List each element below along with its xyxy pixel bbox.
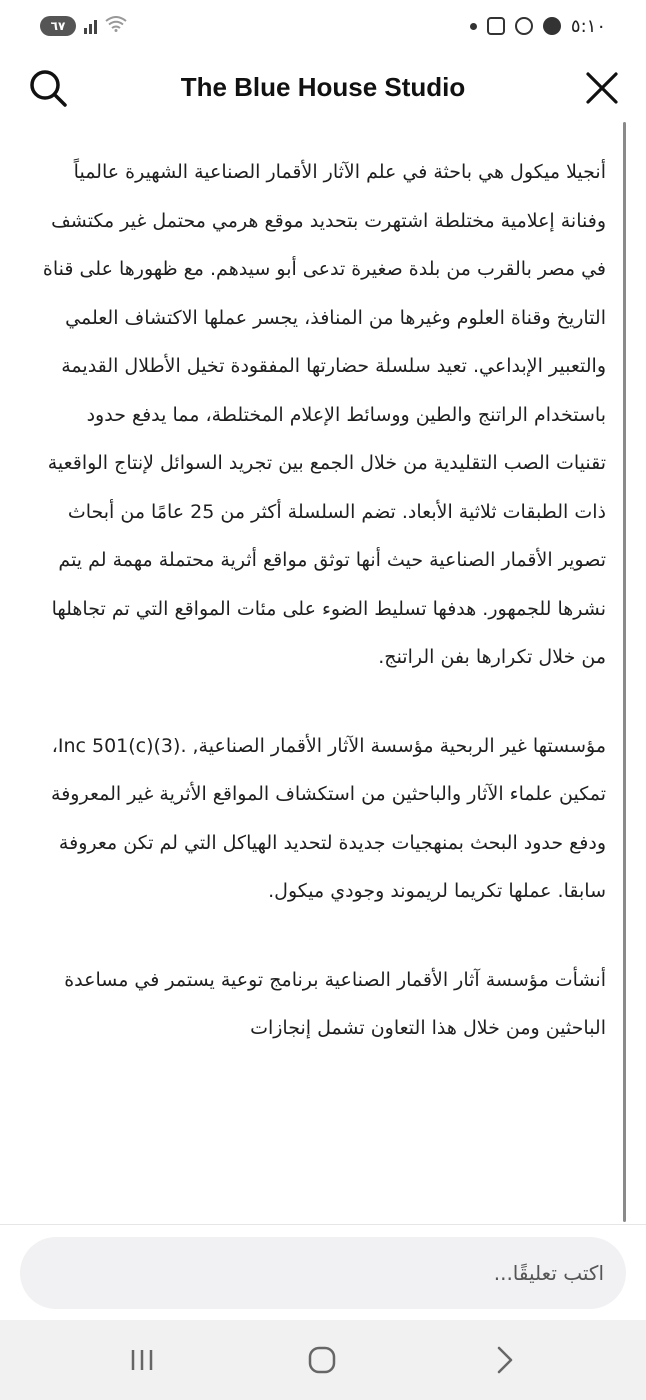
status-time: ٥:١٠ bbox=[570, 15, 606, 37]
recent-apps-button[interactable] bbox=[120, 1340, 164, 1380]
battery-icon: ٦٧ bbox=[40, 16, 76, 36]
article-paragraph: أنجيلا ميكول هي باحثة في علم الآثار الأقمار الصناعية الشهيرة عالمياً وفنانة إعلامية مختلطة اشتهرت بتحديد موقع هرمي محتمل غير مكتشف في مصر بالقرب من بلدة صغيرة تدعى أبو سيدهم. مع ظهورها على قناة التاريخ وقناة العلوم وغيرها من المنافذ، يجسر عملها الاكتشاف العلمي والتعبير الإبداعي. تعيد سلسلة حضارتها المفقودة تخيل الأطلال القديمة باستخدام الراتنج والطين ووسائط الإعلام المختلطة، مما يدفع حدود تقنيات الصب التقليدية من خلال الجمع بين تجريد السوائل لإنتاج الواقعية ذات الطبقات ثلاثية الأبعاد. تضم السلسلة أكثر من 25 عامًا من أبحاث تصوير الأقمار الصناعية حيث أنها توثق مواقع أثرية محتملة مهمة لم يتم نشرها للجمهور. هدفها تسليط الضوء على مئات المواقع التي تم تجاهلها من خلال تكرارها بفن الراتنج. bbox=[42, 161, 606, 668]
header bbox=[0, 52, 646, 122]
article-paragraph: مؤسستها غير الربحية مؤسسة الآثار الأقمار الصناعية, .Inc 501(c)(3)، تمكين علماء الآثار والباحثين من استكشاف المواقع الأثرية غير المعروفة ودفع حدود البحث بمنهجيات جديدة لتحديد الهياكل التي لم تكن معروفة سابقا. عملها تكريما لريموند وجودي ميكول. bbox=[51, 734, 606, 902]
search-button[interactable] bbox=[26, 66, 70, 110]
recent-apps-icon bbox=[127, 1345, 157, 1375]
status-bar bbox=[0, 0, 646, 52]
search-icon bbox=[26, 66, 70, 110]
navigation-bar bbox=[0, 1320, 646, 1400]
status-right bbox=[470, 16, 606, 37]
back-icon bbox=[489, 1345, 519, 1375]
article-body bbox=[40, 148, 606, 1224]
wifi-icon bbox=[105, 16, 127, 36]
status-left bbox=[40, 16, 127, 36]
home-icon bbox=[307, 1345, 337, 1375]
comment-bar bbox=[0, 1224, 646, 1320]
dot-icon bbox=[470, 23, 477, 30]
ball-icon bbox=[543, 17, 561, 35]
home-button[interactable] bbox=[300, 1340, 344, 1380]
article-paragraph: أنشأت مؤسسة آثار الأقمار الصناعية برنامج توعية يستمر في مساعدة الباحثين ومن خلال هذا التعاون تشمل إنجازات bbox=[64, 968, 606, 1039]
scrollbar[interactable] bbox=[623, 122, 626, 1222]
signal-icon bbox=[84, 18, 97, 34]
page-title: The Blue House Studio bbox=[180, 71, 466, 102]
close-icon bbox=[580, 66, 624, 110]
screen-icon bbox=[487, 17, 505, 35]
comment-input[interactable] bbox=[20, 1237, 626, 1309]
back-button[interactable] bbox=[482, 1340, 526, 1380]
whatsapp-icon bbox=[515, 17, 533, 35]
close-button[interactable] bbox=[580, 66, 624, 110]
